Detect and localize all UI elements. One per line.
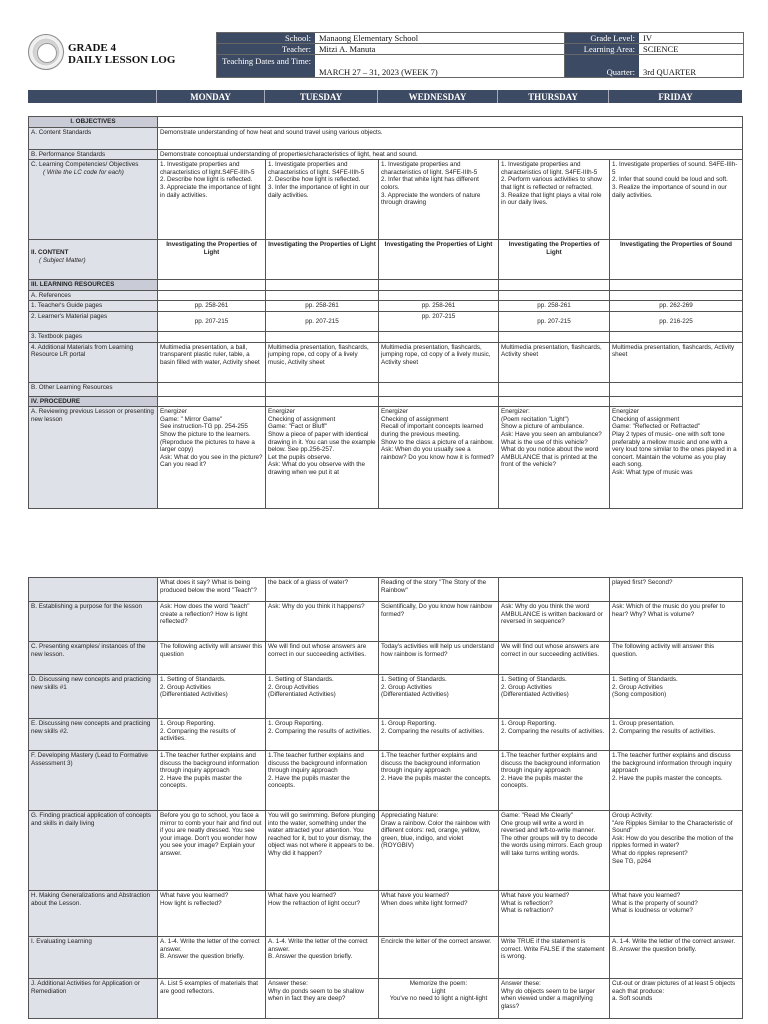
document-title [68,42,175,66]
content-standards-text: Demonstrate understanding of how heat and sound travel using various objects. [158,127,743,149]
skills1-friday: 1. Setting of Standards. 2. Group Activities (Song composition) [610,675,743,719]
title-line-2: DAILY LESSON LOG [68,54,176,66]
mastery-thursday: 1.The teacher further explains and discuss the background information through inquiry approach 2. Have the pupils master the concepts. [499,751,610,811]
weekday-header-bar [28,90,742,103]
skills2-tuesday: 1. Group Reporting. 2. Comparing the results of activities. [266,719,379,751]
mastery-tuesday: 1.The teacher further explains and discuss the background information through inquiry approach 2. Have the pupils master the concepts. [266,751,379,811]
purpose-friday: Ask: Which of the music do you prefer to hear? Why? What is volume? [610,602,743,642]
dates-label: Teaching Dates and Time: [217,55,315,77]
lc-label-text: C. Learning Competencies/ Objectives [31,161,139,169]
title-line-1: GRADE 4 [68,42,116,54]
evaluating-learning-label: I. Evaluating Learning [29,937,158,979]
evaluating-wednesday: Encircle the letter of the correct answer. [379,937,499,979]
objectives-heading: I. OBJECTIVES [29,117,158,128]
teacher-label: Teacher: [217,44,315,54]
grade-value: IV [639,33,743,43]
other-resources-label: B. Other Learning Resources [29,382,158,396]
add-tuesday: Multimedia presentation, flashcards, jumping rope, cd copy of a lively music, Activity sheet [266,342,379,382]
grade-info-box [564,32,744,78]
tg-thursday: pp. 258-261 [499,301,610,312]
evaluating-tuesday: A. 1-4. Write the letter of the correct answer. B. Answer the question briefly. [266,937,379,979]
day-friday: FRIDAY [658,91,693,102]
content-label-text: II. CONTENT [31,249,69,257]
lm-thursday: pp. 207-215 [499,311,610,331]
discussing-skills-2-label: E. Discussing new concepts and practicing new skills #2. [29,719,158,751]
additional-tuesday: Answer these: Why do ponds seem to be shallow when in fact they are deep? [266,979,379,1019]
area-value: SCIENCE [639,44,743,54]
content-friday: Investigating the Properties of Sound [610,240,743,280]
generalization-label: H. Making Generalizations and Abstraction about the Lesson. [29,891,158,937]
evaluating-thursday: Write TRUE if the statement is correct. Write FALSE if the statement is wrong. [499,937,610,979]
examples-monday: The following activity will answer this question [158,642,266,675]
day-wednesday: WEDNESDAY [378,90,498,103]
content-note-text: ( Subject Matter) [39,256,86,264]
add-friday: Multimedia presentation, flashcards, Activity sheet [610,342,743,382]
review-tuesday: Energizer Checking of assignment Game: "Fact or Bluff" Show a piece of paper with identical drawing in it. You can use the example below. See pp.256-257. Let the pupils observe. Ask: What do you observe with the drawing when we put it at [266,407,379,509]
lc-note-text: ( Write the LC code for each) [43,168,124,176]
skills2-wednesday: 1. Group Reporting. 2. Comparing the results of activities. [379,719,499,751]
application-monday: Before you go to school, you face a mirror to comb your hair and find out if you are neatly dressed. You see your image. Don't you wonder how you see your image? Explain your answer. [158,811,266,891]
content-label [29,240,158,280]
additional-materials-label: 4. Additional Materials from Learning Resource LR portal [29,342,158,382]
skills2-thursday: 1. Group Reporting. 2. Comparing the results of activities. [499,719,610,751]
review-friday: Energizer Checking of assignment Game: "Reflected or Refracted" Play 2 types of music- one with soft tone preferably a mellow music and one with a very loud tone similar to the ones played in a concert. Maintain the volume as you play each song. Ask: What type of music was [610,407,743,509]
lc-friday: 1. Investigate properties of sound. S4FE-IIIh-5 2. Infer that sound could be loud and soft. 3. Realize the importance of sound in our daily activities. [610,160,743,240]
lesson-table-page-2 [28,577,743,1019]
references-label: A. References [29,290,158,301]
purpose-wednesday: Scientifically, Do you know how rainbow formed? [379,602,499,642]
mastery-monday: 1.The teacher further explains and discuss the background information through inquiry approach 2. Have the pupils master the concepts. [158,751,266,811]
application-tuesday: You will go swimming. Before plunging into the water, something under the water attracted your attention. You reached for it, but to your dismay, the object was not where it appears to be. Why did it happen? [266,811,379,891]
grade-label: Grade Level: [565,33,639,43]
skills1-wednesday: 1. Setting of Standards. 2. Group Activities (Differentiated Activities) [379,675,499,719]
lm-friday: pp. 216-225 [610,311,743,331]
lc-thursday: 1. Investigate properties and characteristics of light. S4FE-IIIh-5 2. Perform various activities to show that light is reflected or refracted. 3. Realize that light plays a vital role in our daily lives. [499,160,610,240]
lm-pages-label: 2. Learner's Material pages [29,311,158,331]
day-tuesday: TUESDAY [265,90,378,103]
procedure-heading: IV. PROCEDURE [29,396,158,407]
content-standards-label: A. Content Standards [29,127,158,149]
teacher-value: Mitzi A. Manuta [315,44,564,54]
skills2-monday: 1. Group Reporting. 2. Comparing the results of activities. [158,719,266,751]
area-label: Learning Area: [565,44,639,54]
cont-monday: What does it say? What is being produced below the word "Teach"? [158,578,266,602]
cont-wednesday: Reading of the story "The Story of the Rainbow" [379,578,499,602]
day-monday: MONDAY [157,90,265,103]
quarter-label: Quarter: [565,55,639,77]
resources-heading: III. LEARNING RESOURCES [29,280,158,291]
textbook-pages-label: 3. Textbook pages [29,331,158,342]
content-thursday: Investigating the Properties of Light [499,240,610,280]
cont-tuesday: the back of a glass of water? [266,578,379,602]
tg-wednesday: pp. 258-261 [379,301,499,312]
examples-tuesday: We will find out whose answers are correct in our succeeding activities. [266,642,379,675]
establishing-purpose-label: B. Establishing a purpose for the lesson [29,602,158,642]
lc-monday: 1. Investigate properties and characteristics of light.S4FE-IIIh-5 2. Describe how light is reflected. 3. Appreciate the importance of light in daily activities. [158,160,266,240]
add-thursday: Multimedia presentation, flashcards, Activity sheet [499,342,610,382]
add-wednesday: Multimedia presentation, flashcards, jumping rope, cd copy of a lively music, Activity sheet [379,342,499,382]
reviewing-lesson-label: A. Reviewing previous Lesson or presenting new lesson [29,407,158,509]
evaluating-friday: A. 1-4. Write the letter of the correct answer. B. Answer the question briefly. [610,937,743,979]
school-label: School: [217,33,315,43]
dates-value: MARCH 27 – 31, 2023 (WEEK 7) [315,55,564,77]
skills1-tuesday: 1. Setting of Standards. 2. Group Activities (Differentiated Activities) [266,675,379,719]
examples-friday: The following activity will answer this question. [610,642,743,675]
day-label-blank [28,90,157,103]
learning-competencies-label [29,160,158,240]
cont-friday: played first? Second? [610,578,743,602]
mastery-wednesday: 1.The teacher further explains and discuss the background information through inquiry approach 2. Have the pupils master the concepts. [379,751,499,811]
additional-friday: Cut-out or draw pictures of at least 5 objects each that produce: a. Soft sounds [610,979,743,1019]
performance-standards-label: B. Performance Standards [29,149,158,160]
examples-wednesday: Today's activities will help us understand how rainbow is formed? [379,642,499,675]
day-thursday: THURSDAY [498,90,609,103]
tg-pages-label: 1. Teacher's Guide pages [29,301,158,312]
skills1-monday: 1. Setting of Standards. 2. Group Activities (Differentiated Activities) [158,675,266,719]
generalization-friday: What have you learned? What is the property of sound? What is loudness or volume? [610,891,743,937]
additional-thursday: Answer these: Why do objects seem to be larger when viewed under a magnifying glass? [499,979,610,1019]
discussing-skills-1-label: D. Discussing new concepts and practicing new skills #1 [29,675,158,719]
lc-tuesday: 1. Investigate properties and characteristics of light. S4FE-IIIh-5 2. Describe how light is reflected. 3. Infer the importance of light in our daily activities. [266,160,379,240]
tg-monday: pp. 258-261 [158,301,266,312]
review-wednesday: Energizer Checking of assignment Recall of important concepts learned during the previous meeting. Show to the class a picture of a rainbow. Ask: When do you usually see a rainbow? Do you know how it is formed? [379,407,499,509]
generalization-thursday: What have you learned? What is reflection? What is refraction? [499,891,610,937]
deped-seal-icon [28,34,64,70]
content-monday: Investigating the Properties of Light [158,240,266,280]
skills2-friday: 1. Group presentation. 2. Comparing the results of activities. [610,719,743,751]
content-tuesday: Investigating the Properties of Light [266,240,379,280]
cont-thursday [499,578,610,602]
presenting-examples-label: C. Presenting examples/ instances of the new lesson. [29,642,158,675]
lm-wednesday: pp. 207-215 [379,311,499,331]
generalization-monday: What have you learned? How light is reflected? [158,891,266,937]
evaluating-monday: A. 1-4. Write the letter of the correct answer. B. Answer the question briefly. [158,937,266,979]
lm-monday: pp. 207-215 [158,311,266,331]
examples-thursday: We will find out whose answers are correct in our succeeding activities. [499,642,610,675]
generalization-wednesday: What have you learned? When does white light formed? [379,891,499,937]
lc-wednesday: 1. Investigate properties and characteristics of light. S4FE-IIIh-5 2. Infer that white light has different colors. 3. Appreciate the wonders of nature through drawing [379,160,499,240]
content-wednesday: Investigating the Properties of Light [379,240,499,280]
additional-monday: A. List 5 examples of materials that are good reflectors. [158,979,266,1019]
additional-activities-label: J. Additional Activities for Application or Remediation [29,979,158,1019]
practical-application-label: G. Finding practical application of concepts and skills in daily living [29,811,158,891]
purpose-thursday: Ask: Why do you think the word AMBULANCE is written backward or reversed in sequence? [499,602,610,642]
skills1-thursday: 1. Setting of Standards. 2. Group Activities (Differentiated Activities) [499,675,610,719]
performance-standards-text: Demonstrate conceptual understanding of properties/characteristics of light, heat and sound. [158,149,743,160]
purpose-tuesday: Ask: Why do you think it happens? [266,602,379,642]
generalization-tuesday: What have you learned? How the refraction of light occur? [266,891,379,937]
school-info-box [216,32,565,78]
application-friday: Group Activity: "Are Ripples Similar to the Characteristic of Sound" Ask: How do you describe the motion of the ripples formed in water? What do ripples represent? See TG, p264 [610,811,743,891]
application-thursday: Game: "Read Me Clearly" One group will write a word in reversed and left-to-write manner. The other groups will try to decode the words using mirrors. Each group will take turns writing words. [499,811,610,891]
purpose-monday: Ask: How does the word "teach" create a reflection? How is light reflected? [158,602,266,642]
quarter-value: 3rd QUARTER [639,55,743,77]
lesson-table-page-1 [28,116,743,509]
school-value: Manaong Elementary School [315,33,564,43]
developing-mastery-label: F. Developing Mastery (Lead to Formative Assessment 3) [29,751,158,811]
add-monday: Multimedia presentation, a ball, transparent plastic ruler, table, a basin filled with water, Activity sheet [158,342,266,382]
additional-wednesday: Memorize the poem: Light You've no need to light a night-light [379,979,499,1019]
lm-tuesday: pp. 207-215 [266,311,379,331]
lesson-log-header [28,32,742,80]
review-monday: Energizer Game: " Mirror Game" See instruction-TG pp. 254-255 Show the picture to the learners. (Reproduce the pictures to have a larger copy) Ask: What do you see in the picture? Can you read it? [158,407,266,509]
review-thursday: Energizer: (Poem recitation "Light") Show a picture of ambulance. Ask: Have you seen an ambulance? What is the use of this vehicle? What do you notice about the word AMBULANCE that is printed at the front of the vehicle? [499,407,610,509]
tg-friday: pp. 262-269 [610,301,743,312]
mastery-friday: 1.The teacher further explains and discuss the background information through inquiry approach 2. Have the pupils master the concepts. [610,751,743,811]
application-wednesday: Appreciating Nature: Draw a rainbow. Color the rainbow with different colors: red, orange, yellow, green, blue, indigo, and violet (ROYGBIV) [379,811,499,891]
tg-tuesday: pp. 258-261 [266,301,379,312]
